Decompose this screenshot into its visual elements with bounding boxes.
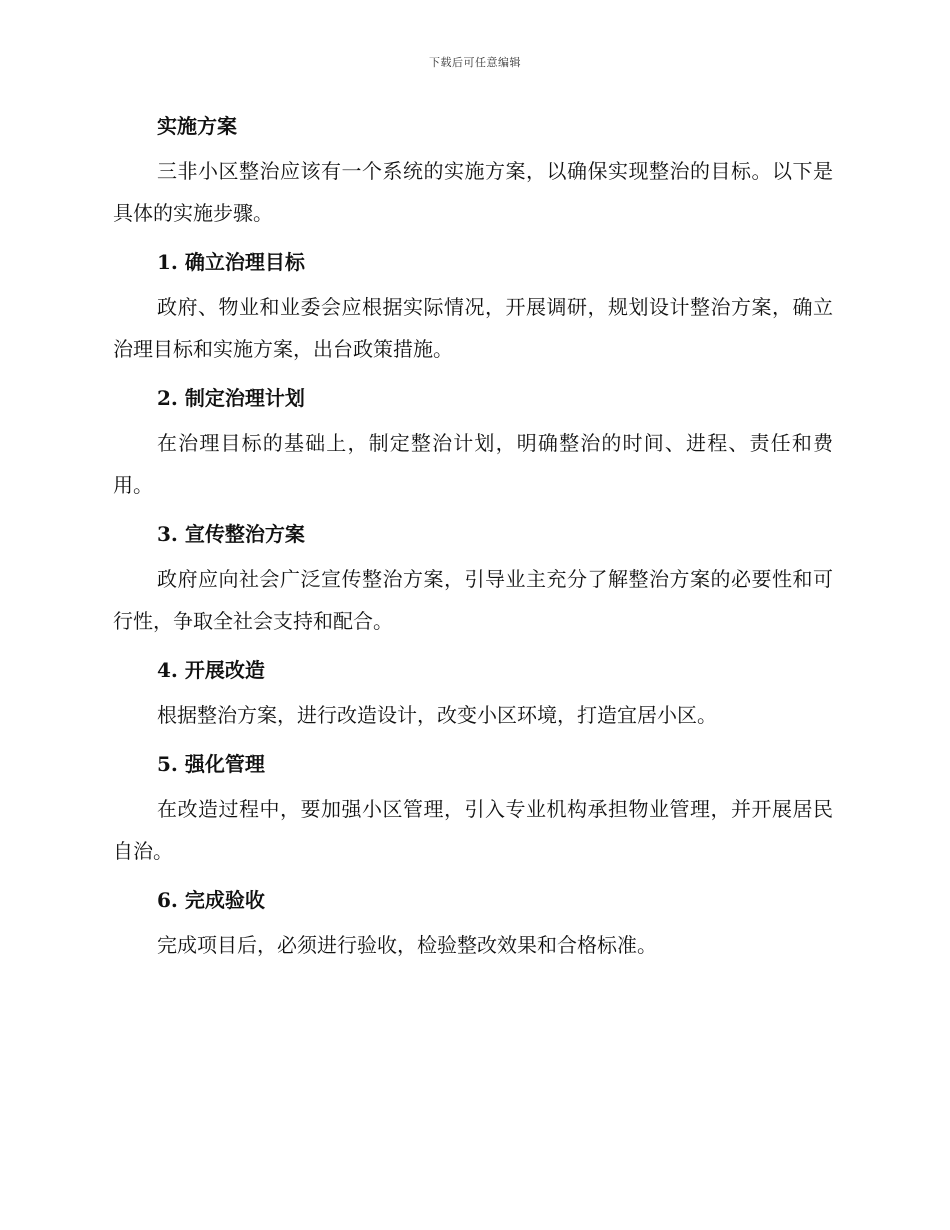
header-note: 下载后可任意编辑 [429, 56, 521, 69]
step-3-title: 3. 宣传整治方案 [157, 522, 305, 546]
step-4-title: 4. 开展改造 [157, 658, 265, 682]
intro-paragraph: 三非小区整治应该有一个系统的实施方案，以确保实现整治的目标。以下是具体的实施步骤。 [113, 159, 833, 225]
step-2-title: 2. 制定治理计划 [157, 386, 305, 410]
step-2-body: 在治理目标的基础上，制定整治计划，明确整治的时间、进程、责任和费用。 [113, 431, 833, 497]
step-5-title: 5. 强化管理 [157, 752, 265, 776]
step-3-body: 政府应向社会广泛宣传整治方案，引导业主充分了解整治方案的必要性和可行性，争取全社会支持和配合。 [113, 567, 833, 633]
step-5-body: 在改造过程中，要加强小区管理，引入专业机构承担物业管理，并开展居民自治。 [113, 797, 833, 863]
step-1-body: 政府、物业和业委会应根据实际情况，开展调研，规划设计整治方案，确立治理目标和实施方案，出台政策措施。 [113, 295, 833, 361]
document-content [113, 110, 833, 966]
step-4-body: 根据整治方案，进行改造设计，改变小区环境，打造宜居小区。 [157, 703, 717, 727]
step-1-title: 1. 确立治理目标 [157, 250, 305, 274]
step-6-body: 完成项目后，必须进行验收，检验整改效果和合格标准。 [157, 933, 657, 957]
step-6-title: 6. 完成验收 [157, 888, 265, 912]
main-title: 实施方案 [157, 114, 237, 138]
